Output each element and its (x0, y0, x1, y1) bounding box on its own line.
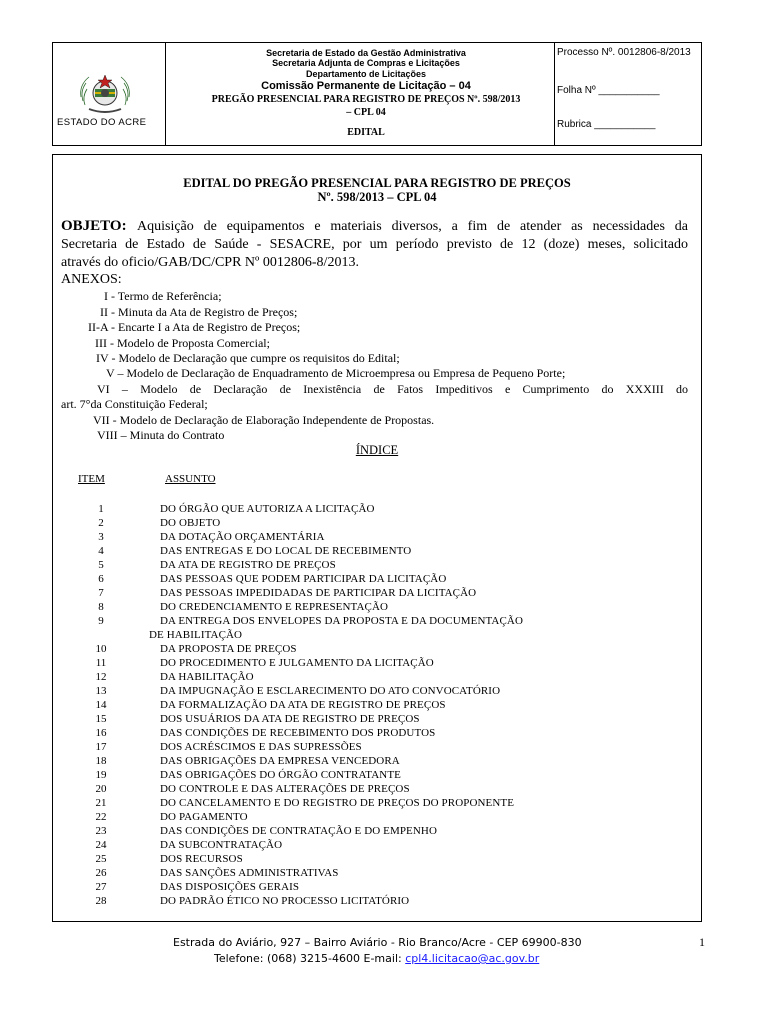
index-item-number: 20 (95, 783, 107, 795)
column-header-item: ITEM (78, 473, 105, 485)
anexos-label: ANEXOS: (61, 272, 122, 287)
index-item-subject: DO ÓRGÃO QUE AUTORIZA A LICITAÇÃO (160, 503, 375, 515)
column-header-assunto: ASSUNTO (165, 473, 216, 485)
rubrica-field: Rubrica ___________ (557, 119, 656, 130)
index-item-number: 15 (95, 713, 107, 725)
objeto-text-line: Aquisição de equipamentos e materiais diversos, a fim de atender as necessidades da (137, 219, 688, 234)
processo-number: Processo Nº. 0012806-8/2013 (557, 47, 691, 58)
anexo-item: I - Termo de Referência; (104, 289, 222, 303)
index-item-number: 26 (95, 867, 107, 879)
index-item-number: 12 (95, 671, 107, 683)
index-item-subject: DO CANCELAMENTO E DO REGISTRO DE PREÇOS DO PROPONENTE (160, 797, 515, 809)
index-item-number: 21 (95, 797, 107, 809)
header-line-edital: EDITAL (347, 127, 385, 138)
header-line-cpl: – CPL 04 (346, 107, 386, 118)
indice-heading: ÍNDICE (355, 443, 399, 457)
index-item-number: 1 (98, 503, 104, 515)
anexo-item: III - Modelo de Proposta Comercial; (95, 336, 270, 350)
footer-contact (214, 952, 539, 965)
index-item-number: 16 (95, 727, 107, 739)
index-item-number: 28 (95, 895, 107, 907)
index-item-number: 11 (95, 657, 107, 669)
footer-phone: Telefone: (068) 3215-4600 E-mail: (214, 952, 402, 965)
index-item-subject: DO CREDENCIAMENTO E REPRESENTAÇÃO (160, 601, 389, 613)
index-item-number: 24 (95, 839, 107, 851)
index-item-subject: DA ATA DE REGISTRO DE PREÇOS (160, 559, 336, 571)
index-item-number: 23 (95, 825, 107, 837)
header-line-adjunta: Secretaria Adjunta de Compras e Licitações (272, 58, 460, 68)
index-item-subject: DAS PESSOAS QUE PODEM PARTICIPAR DA LICITAÇÃO (160, 573, 447, 585)
anexo-item: VI – Modelo de Declaração de Inexistência de Fatos Impeditivos e Cumprimento do XXXIII do (97, 382, 688, 396)
folha-field: Folha Nº ___________ (557, 85, 660, 96)
anexo-item: VIII – Minuta do Contrato (97, 428, 225, 442)
index-item-subject: DA HABILITAÇÃO (160, 671, 254, 683)
anexo-item: II-A - Encarte I a Ata de Registro de Preços; (88, 320, 301, 334)
document-subtitle: Nº. 598/2013 – CPL 04 (317, 190, 437, 204)
index-item-number: 17 (95, 741, 107, 753)
anexo-item: IV - Modelo de Declaração que cumpre os requisitos do Edital; (96, 351, 400, 365)
index-item-subject: DAS SANÇÕES ADMINISTRATIVAS (160, 867, 339, 879)
coat-of-arms-logo (77, 67, 133, 119)
index-item-subject: DA ENTREGA DOS ENVELOPES DA PROPOSTA E DA DOCUMENTAÇÃO (160, 615, 524, 627)
index-item-subject: DAS DISPOSIÇÕES GERAIS (160, 881, 300, 893)
header-line-comissao: Comissão Permanente de Licitação – 04 (261, 80, 471, 92)
index-item-subject: DAS CONDIÇÕES DE CONTRATAÇÃO E DO EMPENHO (160, 825, 438, 837)
index-item-subject: DAS ENTREGAS E DO LOCAL DE RECEBIMENTO (160, 545, 412, 557)
index-item-number: 4 (98, 545, 104, 557)
index-item-subject: DOS RECURSOS (160, 853, 243, 865)
document-title: EDITAL DO PREGÃO PRESENCIAL PARA REGISTRO DE PREÇOS (183, 176, 571, 190)
document-body (52, 154, 702, 922)
index-item-number: 13 (95, 685, 107, 697)
index-item-subject: DO PROCEDIMENTO E JULGAMENTO DA LICITAÇÃO (160, 657, 434, 669)
index-item-number: 3 (98, 531, 104, 543)
anexo-item: art. 7°da Constituição Federal; (61, 397, 208, 411)
index-item-number: 6 (98, 573, 104, 585)
header-line-pregao: PREGÃO PRESENCIAL PARA REGISTRO DE PREÇOS Nº. 598/2013 (211, 94, 521, 105)
index-item-subject: DA IMPUGNAÇÃO E ESCLARECIMENTO DO ATO CONVOCATÓRIO (160, 685, 501, 697)
objeto-label: OBJETO: (61, 218, 127, 234)
index-item-number: 19 (95, 769, 107, 781)
anexo-item: V – Modelo de Declaração de Enquadramento de Microempresa ou Empresa de Pequeno Porte; (106, 366, 566, 380)
index-item-subject: DO OBJETO (160, 517, 221, 529)
index-item-number: 10 (95, 643, 107, 655)
index-item-subject: DOS ACRÉSCIMOS E DAS SUPRESSÕES (160, 741, 362, 753)
page-number: 1 (699, 935, 705, 949)
index-item-subject: DA DOTAÇÃO ORÇAMENTÁRIA (160, 531, 325, 543)
index-item-subject: DA FORMALIZAÇÃO DA ATA DE REGISTRO DE PREÇOS (160, 699, 446, 711)
header-line-departamento: Departamento de Licitações (305, 69, 427, 79)
index-item-subject: DAS CONDIÇÕES DE RECEBIMENTO DOS PRODUTOS (160, 727, 436, 739)
footer-address: Estrada do Aviário, 927 – Bairro Aviário - Rio Branco/Acre - CEP 69900-830 (173, 936, 582, 949)
index-item-number: 27 (95, 881, 107, 893)
index-item-number: 7 (98, 587, 104, 599)
index-item-number: 5 (98, 559, 104, 571)
anexo-item: VII - Modelo de Declaração de Elaboração Independente de Propostas. (93, 413, 435, 427)
anexo-item: II - Minuta da Ata de Registro de Preços; (100, 305, 298, 319)
index-item-number: 14 (95, 699, 107, 711)
index-item-subject: DAS OBRIGAÇÕES DA EMPRESA VENCEDORA (160, 755, 400, 767)
index-item-subject: DO PADRÃO ÉTICO NO PROCESSO LICITATÓRIO (160, 895, 410, 907)
index-item-subject: DE HABILITAÇÃO (149, 629, 243, 641)
index-item-subject: DOS USUÁRIOS DA ATA DE REGISTRO DE PREÇOS (160, 713, 420, 725)
index-item-number: 22 (95, 811, 107, 823)
objeto-text-line: Secretaria de Estado de Saúde - SESACRE, por um período previsto de 12 (doze) meses, solicitado (61, 237, 688, 252)
index-item-number: 25 (95, 853, 107, 865)
index-item-number: 18 (95, 755, 107, 767)
objeto-text-line: através do oficio/GAB/DC/CPR Nº 0012806-8/2013. (61, 255, 359, 270)
index-item-subject: DAS PESSOAS IMPEDIDADAS DE PARTICIPAR DA LICITAÇÃO (160, 587, 477, 599)
index-item-subject: DO CONTROLE E DAS ALTERAÇÕES DE PREÇOS (160, 783, 410, 795)
index-item-number: 8 (98, 601, 104, 613)
header-line-secretaria: Secretaria de Estado da Gestão Administrativa (266, 48, 466, 58)
index-item-subject: DO PAGAMENTO (160, 811, 248, 823)
index-item-subject: DAS OBRIGAÇÕES DO ÓRGÃO CONTRATANTE (160, 769, 401, 781)
header-table (52, 42, 702, 146)
email-link[interactable]: cpl4.licitacao@ac.gov.br (405, 952, 540, 965)
index-item-subject: DA SUBCONTRATAÇÃO (160, 839, 283, 851)
index-item-subject: DA PROPOSTA DE PREÇOS (160, 643, 297, 655)
index-item-number: 2 (98, 517, 104, 529)
estado-label: ESTADO DO ACRE (57, 117, 147, 128)
index-item-number: 9 (98, 615, 104, 627)
